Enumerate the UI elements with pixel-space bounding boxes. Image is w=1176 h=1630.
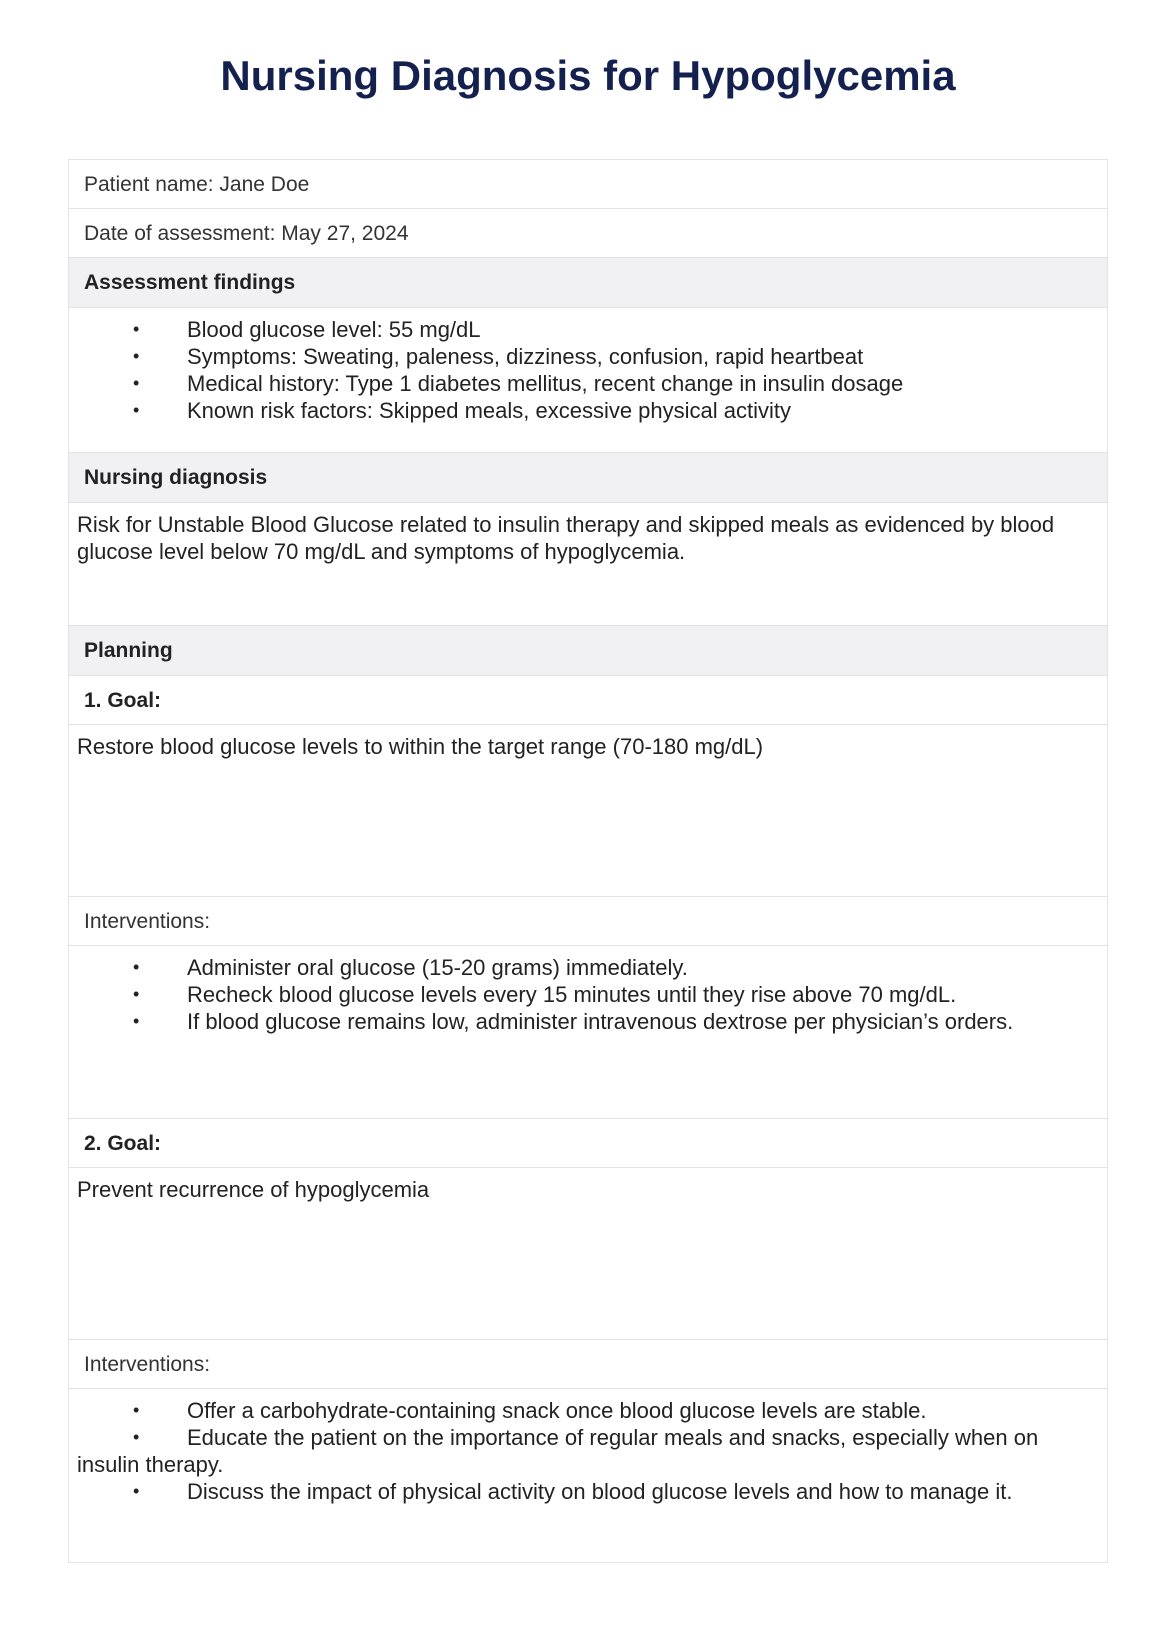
patient-name-field: Patient name: Jane Doe xyxy=(69,160,1107,209)
goal-2-text: Prevent recurrence of hypoglycemia xyxy=(77,1177,430,1202)
goal-1-interventions-list xyxy=(77,954,1099,1035)
nursing-form xyxy=(68,159,1108,1563)
goal-1-text: Restore blood glucose levels to within the target range (70-180 mg/dL) xyxy=(77,734,764,759)
assessment-findings-box xyxy=(69,308,1107,453)
nursing-diagnosis-header: Nursing diagnosis xyxy=(69,453,1107,503)
goal-1-interventions-box xyxy=(69,946,1107,1119)
page-title: Nursing Diagnosis for Hypoglycemia xyxy=(220,52,956,99)
list-item: • Administer oral glucose (15-20 grams) immediately. xyxy=(77,954,1099,981)
list-item: • Educate the patient on the importance of regular meals and snacks, especially when on insulin therapy. xyxy=(77,1424,1099,1478)
assessment-date-field: Date of assessment: May 27, 2024 xyxy=(69,209,1107,258)
assessment-findings-header: Assessment findings xyxy=(69,258,1107,308)
list-item: • Symptoms: Sweating, paleness, dizziness, confusion, rapid heartbeat xyxy=(77,343,1099,370)
goal-2-interventions-box xyxy=(69,1389,1107,1562)
nursing-diagnosis-box xyxy=(69,503,1107,626)
assessment-list xyxy=(77,316,1099,424)
goal-2-interventions-label: Interventions: xyxy=(69,1340,1107,1389)
goal-1-interventions-label: Interventions: xyxy=(69,897,1107,946)
list-item: • Recheck blood glucose levels every 15 minutes until they rise above 70 mg/dL. xyxy=(77,981,1099,1008)
list-item: • Blood glucose level: 55 mg/dL xyxy=(77,316,1099,343)
diagnosis-text: Risk for Unstable Blood Glucose related to insulin therapy and skipped meals as evidenced by blood glucose level below 70 mg/dL and symptoms of hypoglycemia. xyxy=(77,512,1055,564)
list-item: • Offer a carbohydrate-containing snack once blood glucose levels are stable. xyxy=(77,1397,1099,1424)
list-item: • Medical history: Type 1 diabetes mellitus, recent change in insulin dosage xyxy=(77,370,1099,397)
list-item: • If blood glucose remains low, administer intravenous dextrose per physician’s orders. xyxy=(77,1008,1099,1035)
goal-2-label: 2. Goal: xyxy=(69,1119,1107,1168)
goal-2-interventions-list xyxy=(77,1397,1099,1505)
goal-1-box xyxy=(69,725,1107,897)
list-item: • Known risk factors: Skipped meals, excessive physical activity xyxy=(77,397,1099,424)
list-item: • Discuss the impact of physical activity on blood glucose levels and how to manage it. xyxy=(77,1478,1099,1505)
goal-1-label: 1. Goal: xyxy=(69,676,1107,725)
goal-2-box xyxy=(69,1168,1107,1340)
planning-header: Planning xyxy=(69,626,1107,676)
